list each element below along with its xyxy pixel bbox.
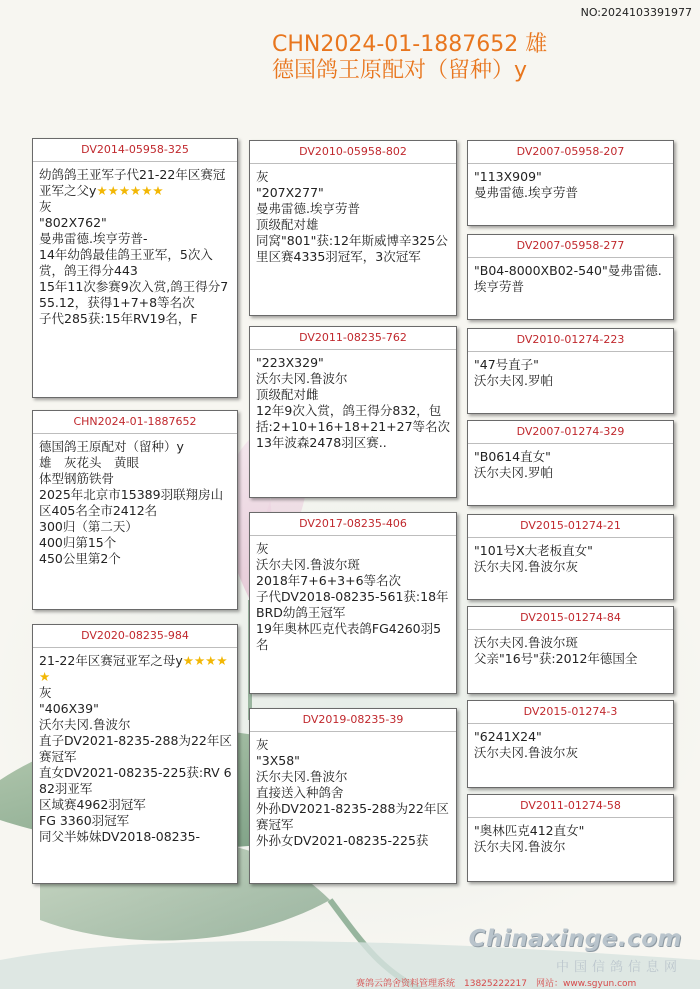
card-text: "奥林匹克412直女" 沃尔夫冈.鲁波尔 [474,823,585,854]
site-subtitle: 中国信鸽信息网 [555,960,682,975]
title-line-2: 德国鸽王原配对（留种）y [272,58,528,83]
card-text: 灰 "207X277" 曼弗雷德.埃亨劳普 顶级配对雄 同窝"801"获:12年斯威博辛325公里区赛4335羽冠军，3次冠军 [256,169,448,264]
pedigree-card-dam [32,624,238,884]
serial-number: NO:2024103391977 [580,6,692,19]
pedigree-card-dam-sire-sire [467,514,674,600]
card-text: "113X909" 曼弗雷德.埃亨劳普 [474,169,578,200]
card-text-b: 灰 "406X39" 沃尔夫冈.鲁波尔 直子DV2021-8235-288为22年区赛冠军 直女DV2021-08235-225获:RV 682羽亚军 区域赛4962羽冠军 FG 3360羽冠军 同父半姊妹DV2018-08235- [39,685,232,844]
ring-number: DV2011-01274-58 [468,795,673,818]
card-text: "47号直子" 沃尔夫冈.罗帕 [474,357,553,388]
card-text-a: 幼鸽鸽王亚军子代21-22年区赛冠亚军之父y [39,167,226,198]
pedigree-card-sire-sire [249,140,457,316]
card-text [39,653,233,881]
ring-number: DV2007-01274-329 [468,421,673,444]
pedigree-card-sire-dam-dam [467,420,674,506]
pedigree-card-subject [32,410,238,610]
pedigree-card-sire-sire-sire [467,140,674,226]
pedigree-card-sire-sire-dam [467,234,674,320]
card-text: "B0614直女" 沃尔夫冈.罗帕 [474,449,553,480]
pedigree-card-dam-sire [249,512,457,694]
ring-number: DV2020-08235-984 [33,625,237,648]
pedigree-card-sire-dam-sire [467,328,674,414]
ring-number: DV2014-05958-325 [33,139,237,162]
ring-number: DV2010-05958-802 [250,141,456,164]
ring-number: DV2015-01274-84 [468,607,673,630]
card-text: "223X329" 沃尔夫冈.鲁波尔 顶级配对雌 12年9次入赏，鸽王得分832，包括:2+10+16+18+21+27等名次 13年波森2478羽区赛.. [256,355,451,450]
card-text [39,167,233,395]
ring-number: DV2007-05958-277 [468,235,673,258]
card-text: "6241X24" 沃尔夫冈.鲁波尔灰 [474,729,578,760]
pedigree-card-sire [32,138,238,398]
card-text: 德国鸽王原配对（留种）y 雄 灰花头 黄眼 体型钢筋铁骨 2025年北京市15389羽联翔房山区405名全市2412名 300归（第二天） 400归第15个 450公里第2个 [39,439,224,566]
ring-number: DV2017-08235-406 [250,513,456,536]
card-text: 灰 沃尔夫冈.鲁波尔斑 2018年7+6+3+6等名次 子代DV2018-08235-561获:18年BRD幼鸽王冠军 19年奥林匹克代表鸽FG4260羽5名 [256,541,449,652]
ring-number: DV2010-01274-223 [468,329,673,352]
title-line-1: CHN2024-01-1887652 雄 [272,32,548,57]
ring-number: DV2011-08235-762 [250,327,456,350]
card-text: "B04-8000XB02-540"曼弗雷德.埃亨劳普 [474,263,662,294]
card-text-b: 灰 "802X762" 曼弗雷德.埃亨劳普- 14年幼鸽最佳鸽王亚军，5次入赏，鸽王得分443 15年11次参赛9次入赏,鸽王得分755.12，获得1+7+8等名次 子代285获:15年RV19名，F [39,199,229,326]
pedigree-card-dam-dam [249,708,457,884]
pedigree-card-dam-sire-dam [467,606,674,694]
ring-number: DV2007-05958-207 [468,141,673,164]
star-rating: ★★★★★ [39,653,228,684]
card-text: 沃尔夫冈.鲁波尔斑 父亲"16号"获:2012年德国全 [474,635,638,666]
pedigree-card-dam-dam-dam [467,794,674,882]
page-title [272,32,547,84]
ring-number: DV2015-01274-21 [468,515,673,538]
card-text: 灰 "3X58" 沃尔夫冈.鲁波尔 直接送入种鸽舍 外孙DV2021-8235-288为22年区赛冠军 外孙女DV2021-08235-225获 [256,737,449,848]
pedigree-card-sire-dam [249,326,457,498]
pedigree-card-dam-dam-sire [467,700,674,788]
star-rating: ★★★★★★ [96,183,164,198]
card-text: "101号X大老板直女" 沃尔夫冈.鲁波尔灰 [474,543,593,574]
ring-number: DV2019-08235-39 [250,709,456,732]
card-text-a: 21-22年区赛冠亚军之母y [39,653,183,668]
footer-info: 赛鸽云鸽舍资料管理系统 13825222217 网站：www.sgyun.com [356,979,637,989]
site-logo: Chinaxinge.com [468,926,682,952]
ring-number: CHN2024-01-1887652 [33,411,237,434]
ring-number: DV2015-01274-3 [468,701,673,724]
